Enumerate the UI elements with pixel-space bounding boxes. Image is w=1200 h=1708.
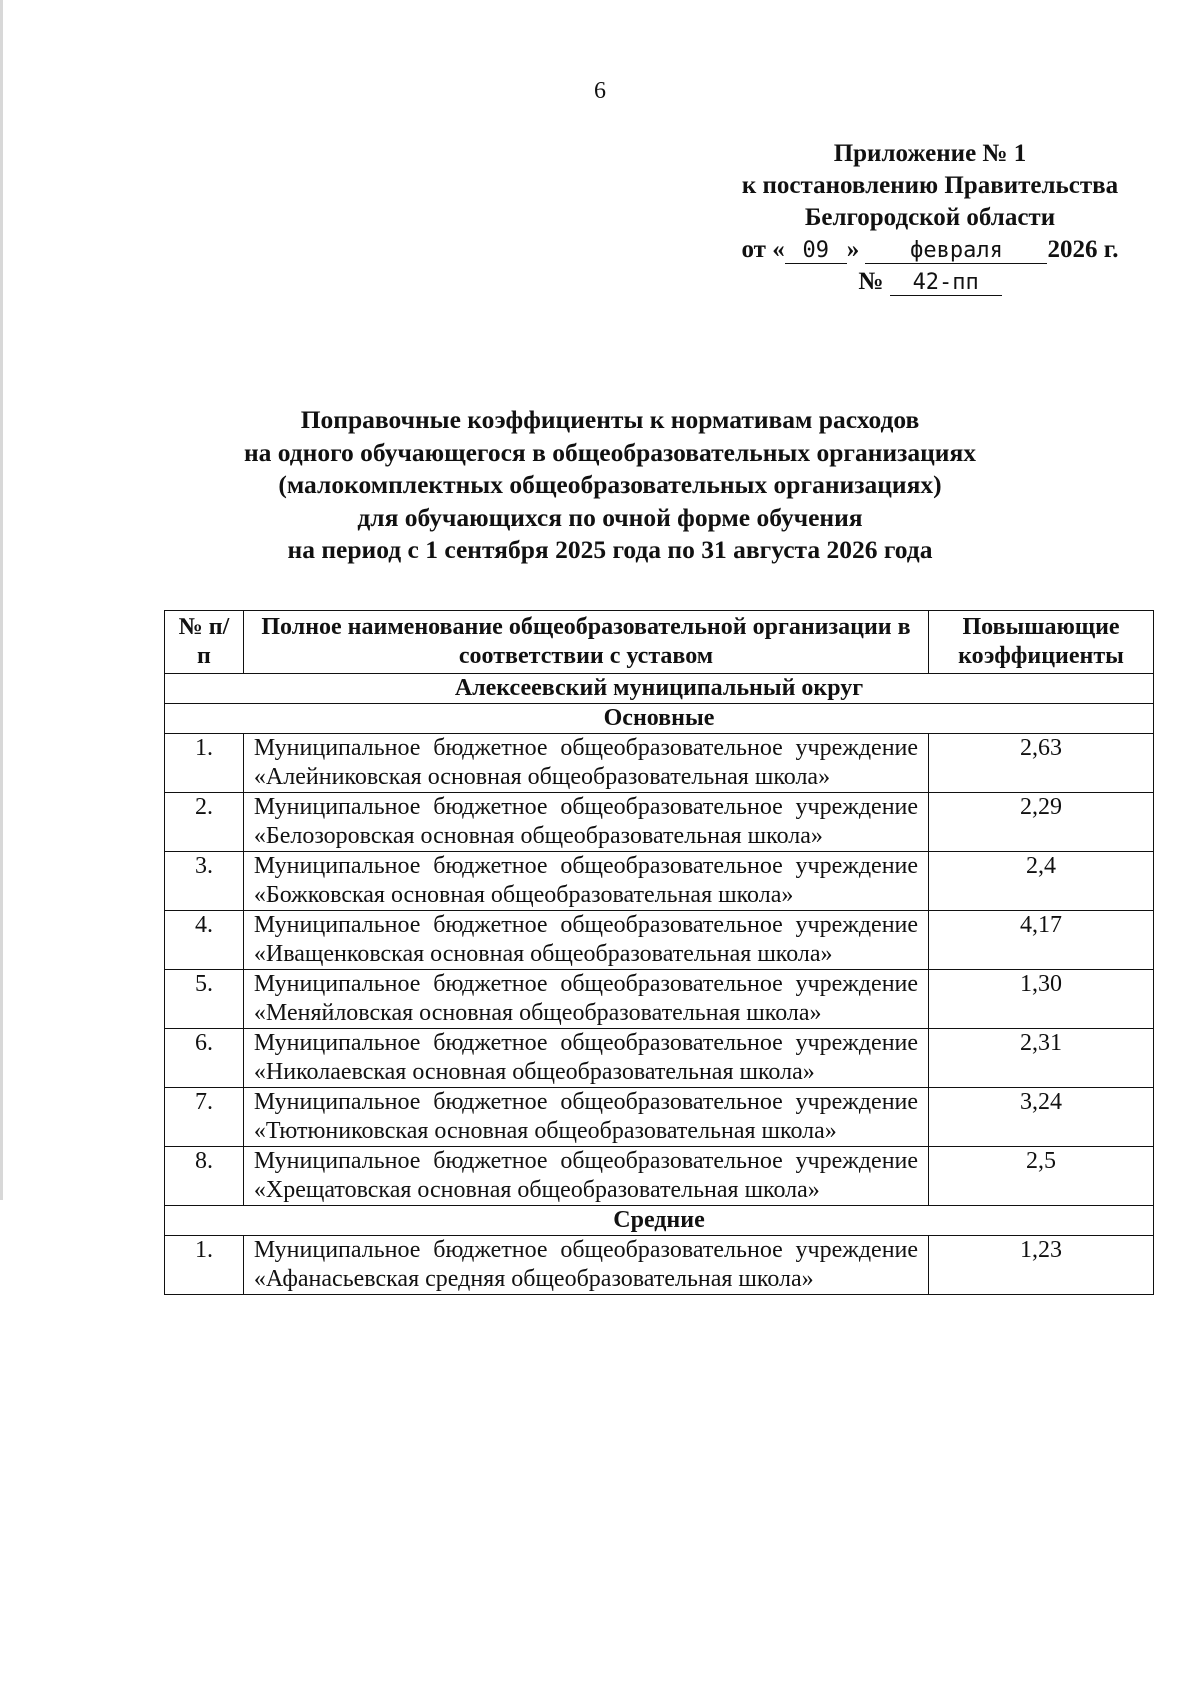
row-name: Муниципальное бюджетное общеобразовательное учреждение «Хрещатовская основная общеобразовательная школа» [243, 1147, 928, 1206]
row-coef: 2,63 [929, 734, 1154, 793]
section-row [165, 704, 1154, 734]
row-num: 1. [165, 734, 244, 793]
title-line-1: Поправочные коэффициенты к нормативам расходов [300, 405, 920, 434]
header-name: Полное наименование общеобразовательной организации в соответствии с уставом [243, 611, 928, 674]
table-row [165, 852, 1154, 911]
row-name: Муниципальное бюджетное общеобразовательное учреждение «Тютюниковская основная общеобразовательная школа» [243, 1088, 928, 1147]
title-line-5: на период с 1 сентября 2025 года по 31 августа 2026 года [287, 535, 933, 564]
row-coef: 1,30 [929, 970, 1154, 1029]
document-title [180, 404, 1040, 567]
scan-edge [0, 0, 3, 1200]
section-basic: Основные [165, 704, 1154, 734]
date-prefix: от « [741, 236, 785, 263]
row-name: Муниципальное бюджетное общеобразовательное учреждение «Божковская основная общеобразовательная школа» [243, 852, 928, 911]
page-number: 6 [594, 78, 606, 104]
row-coef: 3,24 [929, 1088, 1154, 1147]
date-month: февраля [865, 239, 1047, 264]
row-num: 8. [165, 1147, 244, 1206]
date-day: 09 [785, 239, 847, 264]
row-num: 5. [165, 970, 244, 1029]
row-name: Муниципальное бюджетное общеобразовательное учреждение «Алейниковская основная общеобразовательная школа» [243, 734, 928, 793]
row-num: 4. [165, 911, 244, 970]
table-row [165, 911, 1154, 970]
resolution-number: 42-пп [890, 271, 1002, 296]
appendix-title: Приложение № 1 [833, 140, 1027, 167]
date-year: 2026 г. [1047, 236, 1119, 263]
row-num: 2. [165, 793, 244, 852]
table-row [165, 734, 1154, 793]
row-name: Муниципальное бюджетное общеобразовательное учреждение «Афанасьевская средняя общеобразовательная школа» [243, 1236, 928, 1295]
title-line-3: (малокомплектных общеобразовательных организациях) [278, 470, 942, 499]
header-num: № п/п [165, 611, 244, 674]
row-num: 7. [165, 1088, 244, 1147]
row-name: Муниципальное бюджетное общеобразовательное учреждение «Меняйловская основная общеобразовательная школа» [243, 970, 928, 1029]
table-row [165, 1236, 1154, 1295]
table-row [165, 1029, 1154, 1088]
section-row [165, 1206, 1154, 1236]
appendix-region: Белгородской области [804, 204, 1056, 231]
appendix-date [720, 234, 1140, 266]
row-coef: 4,17 [929, 911, 1154, 970]
row-name: Муниципальное бюджетное общеобразовательное учреждение «Белозоровская основная общеобразовательная школа» [243, 793, 928, 852]
title-line-4: для обучающихся по очной форме обучения [357, 502, 863, 532]
row-name: Муниципальное бюджетное общеобразовательное учреждение «Николаевская основная общеобразовательная школа» [243, 1029, 928, 1088]
date-mid: » [846, 236, 860, 263]
appendix-header [720, 138, 1140, 298]
district-name: Алексеевский муниципальный округ [165, 674, 1154, 704]
row-num: 6. [165, 1029, 244, 1088]
section-secondary: Средние [165, 1206, 1154, 1236]
table-row [165, 1147, 1154, 1206]
row-coef: 2,31 [929, 1029, 1154, 1088]
district-row [165, 674, 1154, 704]
appendix-resolution: к постановлению Правительства [741, 172, 1119, 199]
row-coef: 2,4 [929, 852, 1154, 911]
table-row [165, 1088, 1154, 1147]
number-prefix: № [858, 268, 884, 295]
table-row [165, 793, 1154, 852]
row-coef: 2,29 [929, 793, 1154, 852]
header-coef: Повышающие коэффициенты [929, 611, 1154, 674]
row-coef: 2,5 [929, 1147, 1154, 1206]
title-line-2: на одного обучающегося в общеобразовательных организациях [243, 437, 977, 467]
row-num: 3. [165, 852, 244, 911]
table-header-row [165, 611, 1154, 674]
row-coef: 1,23 [929, 1236, 1154, 1295]
row-num: 1. [165, 1236, 244, 1295]
coefficients-table [164, 610, 1154, 1295]
table-row [165, 970, 1154, 1029]
appendix-number [720, 266, 1140, 298]
row-name: Муниципальное бюджетное общеобразовательное учреждение «Иващенковская основная общеобразовательная школа» [243, 911, 928, 970]
